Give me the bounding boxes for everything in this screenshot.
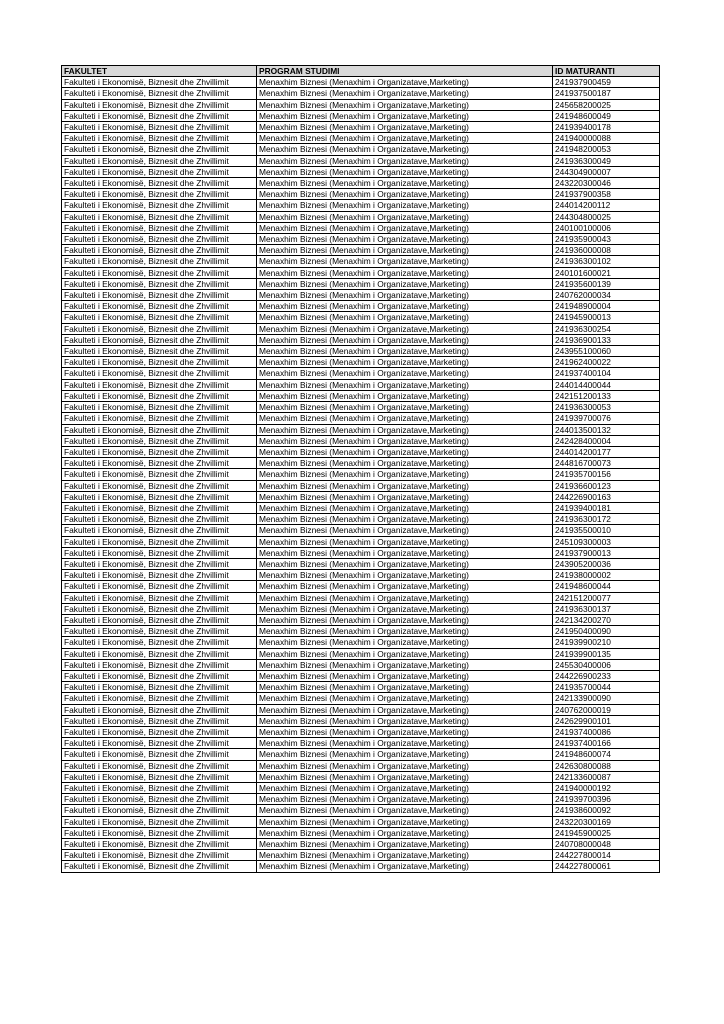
faculty-cell: Fakulteti i Ekonomisë, Biznesit dhe Zhvillimit — [62, 670, 257, 681]
program-cell: Menaxhim Biznesi (Menaxhim i Organizatave,Marketing) — [257, 245, 553, 256]
table-row — [62, 144, 660, 155]
faculty-cell: Fakulteti i Ekonomisë, Biznesit dhe Zhvillimit — [62, 659, 257, 670]
table-row — [62, 446, 660, 457]
student-id-cell: 244226900163 — [553, 491, 660, 502]
program-cell: Menaxhim Biznesi (Menaxhim i Organizatave,Marketing) — [257, 581, 553, 592]
student-id-cell: 241938600092 — [553, 805, 660, 816]
program-cell: Menaxhim Biznesi (Menaxhim i Organizatave,Marketing) — [257, 502, 553, 513]
student-id-cell: 241936300102 — [553, 256, 660, 267]
student-table — [61, 65, 660, 873]
table-row — [62, 133, 660, 144]
student-id-cell: 244304900007 — [553, 166, 660, 177]
table-row — [62, 480, 660, 491]
student-id-cell: 242151200133 — [553, 390, 660, 401]
faculty-cell: Fakulteti i Ekonomisë, Biznesit dhe Zhvillimit — [62, 379, 257, 390]
faculty-cell: Fakulteti i Ekonomisë, Biznesit dhe Zhvillimit — [62, 390, 257, 401]
faculty-cell: Fakulteti i Ekonomisë, Biznesit dhe Zhvillimit — [62, 771, 257, 782]
student-id-cell: 241936300053 — [553, 402, 660, 413]
program-cell: Menaxhim Biznesi (Menaxhim i Organizatave,Marketing) — [257, 334, 553, 345]
student-id-cell: 241948900004 — [553, 301, 660, 312]
student-id-cell: 241945900013 — [553, 312, 660, 323]
faculty-cell: Fakulteti i Ekonomisë, Biznesit dhe Zhvillimit — [62, 783, 257, 794]
table-row — [62, 704, 660, 715]
student-id-cell: 241939900210 — [553, 637, 660, 648]
student-id-cell: 244013500132 — [553, 424, 660, 435]
faculty-cell: Fakulteti i Ekonomisë, Biznesit dhe Zhvillimit — [62, 738, 257, 749]
table-row — [62, 178, 660, 189]
table-row — [62, 726, 660, 737]
student-id-cell: 245530400006 — [553, 659, 660, 670]
student-id-cell: 241939700396 — [553, 794, 660, 805]
table-row — [62, 413, 660, 424]
program-cell: Menaxhim Biznesi (Menaxhim i Organizatave,Marketing) — [257, 446, 553, 457]
faculty-cell: Fakulteti i Ekonomisë, Biznesit dhe Zhvillimit — [62, 256, 257, 267]
faculty-cell: Fakulteti i Ekonomisë, Biznesit dhe Zhvillimit — [62, 222, 257, 233]
faculty-cell: Fakulteti i Ekonomisë, Biznesit dhe Zhvillimit — [62, 368, 257, 379]
faculty-cell: Fakulteti i Ekonomisë, Biznesit dhe Zhvillimit — [62, 301, 257, 312]
student-id-cell: 242133600087 — [553, 771, 660, 782]
faculty-cell: Fakulteti i Ekonomisë, Biznesit dhe Zhvillimit — [62, 547, 257, 558]
program-cell: Menaxhim Biznesi (Menaxhim i Organizatave,Marketing) — [257, 682, 553, 693]
faculty-cell: Fakulteti i Ekonomisë, Biznesit dhe Zhvillimit — [62, 693, 257, 704]
program-cell: Menaxhim Biznesi (Menaxhim i Organizatave,Marketing) — [257, 256, 553, 267]
faculty-cell: Fakulteti i Ekonomisë, Biznesit dhe Zhvillimit — [62, 592, 257, 603]
student-id-cell: 241936300137 — [553, 603, 660, 614]
student-id-cell: 241939900135 — [553, 648, 660, 659]
table-row — [62, 435, 660, 446]
program-cell: Menaxhim Biznesi (Menaxhim i Organizatave,Marketing) — [257, 435, 553, 446]
header-program: PROGRAM STUDIMI — [257, 66, 553, 77]
faculty-cell: Fakulteti i Ekonomisë, Biznesit dhe Zhvillimit — [62, 603, 257, 614]
table-row — [62, 234, 660, 245]
faculty-cell: Fakulteti i Ekonomisë, Biznesit dhe Zhvillimit — [62, 267, 257, 278]
table-row — [62, 256, 660, 267]
program-cell: Menaxhim Biznesi (Menaxhim i Organizatave,Marketing) — [257, 850, 553, 861]
table-row — [62, 278, 660, 289]
student-id-cell: 245658200025 — [553, 99, 660, 110]
program-cell: Menaxhim Biznesi (Menaxhim i Organizatave,Marketing) — [257, 402, 553, 413]
table-row — [62, 536, 660, 547]
student-id-cell: 241962400022 — [553, 357, 660, 368]
program-cell: Menaxhim Biznesi (Menaxhim i Organizatave,Marketing) — [257, 570, 553, 581]
table-row — [62, 346, 660, 357]
student-id-cell: 242151200077 — [553, 592, 660, 603]
program-cell: Menaxhim Biznesi (Menaxhim i Organizatave,Marketing) — [257, 200, 553, 211]
student-id-cell: 241948200053 — [553, 144, 660, 155]
table-row — [62, 290, 660, 301]
program-cell: Menaxhim Biznesi (Menaxhim i Organizatave,Marketing) — [257, 738, 553, 749]
program-cell: Menaxhim Biznesi (Menaxhim i Organizatave,Marketing) — [257, 323, 553, 334]
table-row — [62, 626, 660, 637]
table-row — [62, 637, 660, 648]
student-id-cell: 242428400004 — [553, 435, 660, 446]
student-id-cell: 241938000002 — [553, 570, 660, 581]
program-cell: Menaxhim Biznesi (Menaxhim i Organizatave,Marketing) — [257, 480, 553, 491]
faculty-cell: Fakulteti i Ekonomisë, Biznesit dhe Zhvillimit — [62, 570, 257, 581]
program-cell: Menaxhim Biznesi (Menaxhim i Organizatave,Marketing) — [257, 771, 553, 782]
student-id-cell: 241937900358 — [553, 189, 660, 200]
program-cell: Menaxhim Biznesi (Menaxhim i Organizatave,Marketing) — [257, 469, 553, 480]
table-row — [62, 659, 660, 670]
table-row — [62, 827, 660, 838]
table-row — [62, 525, 660, 536]
program-cell: Menaxhim Biznesi (Menaxhim i Organizatave,Marketing) — [257, 670, 553, 681]
program-cell: Menaxhim Biznesi (Menaxhim i Organizatave,Marketing) — [257, 267, 553, 278]
table-row — [62, 99, 660, 110]
faculty-cell: Fakulteti i Ekonomisë, Biznesit dhe Zhvillimit — [62, 110, 257, 121]
header-row — [62, 66, 660, 77]
program-cell: Menaxhim Biznesi (Menaxhim i Organizatave,Marketing) — [257, 693, 553, 704]
student-id-cell: 241937500187 — [553, 88, 660, 99]
student-id-cell: 241935700044 — [553, 682, 660, 693]
faculty-cell: Fakulteti i Ekonomisë, Biznesit dhe Zhvillimit — [62, 805, 257, 816]
faculty-cell: Fakulteti i Ekonomisë, Biznesit dhe Zhvillimit — [62, 211, 257, 222]
student-id-cell: 240101600021 — [553, 267, 660, 278]
student-id-cell: 241939400181 — [553, 502, 660, 513]
faculty-cell: Fakulteti i Ekonomisë, Biznesit dhe Zhvillimit — [62, 346, 257, 357]
table-row — [62, 402, 660, 413]
table-row — [62, 816, 660, 827]
student-id-cell: 241935900043 — [553, 234, 660, 245]
program-cell: Menaxhim Biznesi (Menaxhim i Organizatave,Marketing) — [257, 77, 553, 88]
program-cell: Menaxhim Biznesi (Menaxhim i Organizatave,Marketing) — [257, 278, 553, 289]
table-row — [62, 839, 660, 850]
program-cell: Menaxhim Biznesi (Menaxhim i Organizatave,Marketing) — [257, 783, 553, 794]
faculty-cell: Fakulteti i Ekonomisë, Biznesit dhe Zhvillimit — [62, 144, 257, 155]
program-cell: Menaxhim Biznesi (Menaxhim i Organizatave,Marketing) — [257, 99, 553, 110]
faculty-cell: Fakulteti i Ekonomisë, Biznesit dhe Zhvillimit — [62, 334, 257, 345]
student-id-cell: 241936900133 — [553, 334, 660, 345]
program-cell: Menaxhim Biznesi (Menaxhim i Organizatave,Marketing) — [257, 122, 553, 133]
faculty-cell: Fakulteti i Ekonomisë, Biznesit dhe Zhvillimit — [62, 122, 257, 133]
program-cell: Menaxhim Biznesi (Menaxhim i Organizatave,Marketing) — [257, 614, 553, 625]
program-cell: Menaxhim Biznesi (Menaxhim i Organizatave,Marketing) — [257, 144, 553, 155]
student-id-cell: 241937400104 — [553, 368, 660, 379]
table-row — [62, 379, 660, 390]
table-row — [62, 760, 660, 771]
faculty-cell: Fakulteti i Ekonomisë, Biznesit dhe Zhvillimit — [62, 682, 257, 693]
program-cell: Menaxhim Biznesi (Menaxhim i Organizatave,Marketing) — [257, 413, 553, 424]
program-cell: Menaxhim Biznesi (Menaxhim i Organizatave,Marketing) — [257, 357, 553, 368]
table-row — [62, 312, 660, 323]
student-id-cell: 241940000088 — [553, 133, 660, 144]
student-id-cell: 241936000008 — [553, 245, 660, 256]
table-row — [62, 693, 660, 704]
program-cell: Menaxhim Biznesi (Menaxhim i Organizatave,Marketing) — [257, 424, 553, 435]
student-id-cell: 241937900013 — [553, 547, 660, 558]
program-cell: Menaxhim Biznesi (Menaxhim i Organizatave,Marketing) — [257, 390, 553, 401]
student-id-cell: 241937900459 — [553, 77, 660, 88]
program-cell: Menaxhim Biznesi (Menaxhim i Organizatave,Marketing) — [257, 458, 553, 469]
table-row — [62, 211, 660, 222]
table-row — [62, 749, 660, 760]
student-id-cell: 241937400086 — [553, 726, 660, 737]
student-id-cell: 240762000019 — [553, 704, 660, 715]
table-row — [62, 323, 660, 334]
faculty-cell: Fakulteti i Ekonomisë, Biznesit dhe Zhvillimit — [62, 424, 257, 435]
faculty-cell: Fakulteti i Ekonomisë, Biznesit dhe Zhvillimit — [62, 290, 257, 301]
faculty-cell: Fakulteti i Ekonomisë, Biznesit dhe Zhvillimit — [62, 536, 257, 547]
table-row — [62, 502, 660, 513]
table-body — [62, 77, 660, 872]
faculty-cell: Fakulteti i Ekonomisë, Biznesit dhe Zhvillimit — [62, 155, 257, 166]
student-id-cell: 244227800014 — [553, 850, 660, 861]
faculty-cell: Fakulteti i Ekonomisë, Biznesit dhe Zhvillimit — [62, 357, 257, 368]
table-row — [62, 547, 660, 558]
program-cell: Menaxhim Biznesi (Menaxhim i Organizatave,Marketing) — [257, 760, 553, 771]
table-row — [62, 334, 660, 345]
faculty-cell: Fakulteti i Ekonomisë, Biznesit dhe Zhvillimit — [62, 200, 257, 211]
program-cell: Menaxhim Biznesi (Menaxhim i Organizatave,Marketing) — [257, 637, 553, 648]
program-cell: Menaxhim Biznesi (Menaxhim i Organizatave,Marketing) — [257, 379, 553, 390]
faculty-cell: Fakulteti i Ekonomisë, Biznesit dhe Zhvillimit — [62, 323, 257, 334]
faculty-cell: Fakulteti i Ekonomisë, Biznesit dhe Zhvillimit — [62, 626, 257, 637]
student-id-cell: 241948600074 — [553, 749, 660, 760]
table-row — [62, 200, 660, 211]
program-cell: Menaxhim Biznesi (Menaxhim i Organizatave,Marketing) — [257, 547, 553, 558]
faculty-cell: Fakulteti i Ekonomisë, Biznesit dhe Zhvillimit — [62, 637, 257, 648]
table-row — [62, 469, 660, 480]
program-cell: Menaxhim Biznesi (Menaxhim i Organizatave,Marketing) — [257, 234, 553, 245]
faculty-cell: Fakulteti i Ekonomisë, Biznesit dhe Zhvillimit — [62, 245, 257, 256]
student-id-cell: 244304800025 — [553, 211, 660, 222]
student-id-cell: 241936600123 — [553, 480, 660, 491]
faculty-cell: Fakulteti i Ekonomisë, Biznesit dhe Zhvillimit — [62, 704, 257, 715]
program-cell: Menaxhim Biznesi (Menaxhim i Organizatave,Marketing) — [257, 110, 553, 121]
faculty-cell: Fakulteti i Ekonomisë, Biznesit dhe Zhvillimit — [62, 794, 257, 805]
faculty-cell: Fakulteti i Ekonomisë, Biznesit dhe Zhvillimit — [62, 839, 257, 850]
faculty-cell: Fakulteti i Ekonomisë, Biznesit dhe Zhvillimit — [62, 850, 257, 861]
faculty-cell: Fakulteti i Ekonomisë, Biznesit dhe Zhvillimit — [62, 827, 257, 838]
faculty-cell: Fakulteti i Ekonomisë, Biznesit dhe Zhvillimit — [62, 514, 257, 525]
program-cell: Menaxhim Biznesi (Menaxhim i Organizatave,Marketing) — [257, 626, 553, 637]
table-row — [62, 648, 660, 659]
student-id-cell: 240708000048 — [553, 839, 660, 850]
faculty-cell: Fakulteti i Ekonomisë, Biznesit dhe Zhvillimit — [62, 614, 257, 625]
student-id-cell: 240762000034 — [553, 290, 660, 301]
faculty-cell: Fakulteti i Ekonomisë, Biznesit dhe Zhvillimit — [62, 726, 257, 737]
program-cell: Menaxhim Biznesi (Menaxhim i Organizatave,Marketing) — [257, 312, 553, 323]
student-id-cell: 241936300254 — [553, 323, 660, 334]
faculty-cell: Fakulteti i Ekonomisë, Biznesit dhe Zhvillimit — [62, 469, 257, 480]
faculty-cell: Fakulteti i Ekonomisë, Biznesit dhe Zhvillimit — [62, 166, 257, 177]
table-row — [62, 122, 660, 133]
program-cell: Menaxhim Biznesi (Menaxhim i Organizatave,Marketing) — [257, 189, 553, 200]
program-cell: Menaxhim Biznesi (Menaxhim i Organizatave,Marketing) — [257, 491, 553, 502]
student-id-cell: 243220300169 — [553, 816, 660, 827]
program-cell: Menaxhim Biznesi (Menaxhim i Organizatave,Marketing) — [257, 88, 553, 99]
table-row — [62, 783, 660, 794]
program-cell: Menaxhim Biznesi (Menaxhim i Organizatave,Marketing) — [257, 603, 553, 614]
faculty-cell: Fakulteti i Ekonomisë, Biznesit dhe Zhvillimit — [62, 189, 257, 200]
student-id-cell: 242630800088 — [553, 760, 660, 771]
faculty-cell: Fakulteti i Ekonomisë, Biznesit dhe Zhvillimit — [62, 413, 257, 424]
program-cell: Menaxhim Biznesi (Menaxhim i Organizatave,Marketing) — [257, 166, 553, 177]
program-cell: Menaxhim Biznesi (Menaxhim i Organizatave,Marketing) — [257, 726, 553, 737]
student-id-cell: 241940000192 — [553, 783, 660, 794]
table-row — [62, 592, 660, 603]
student-id-cell: 243905200036 — [553, 558, 660, 569]
student-id-cell: 241939700076 — [553, 413, 660, 424]
table-row — [62, 458, 660, 469]
program-cell: Menaxhim Biznesi (Menaxhim i Organizatave,Marketing) — [257, 749, 553, 760]
faculty-cell: Fakulteti i Ekonomisë, Biznesit dhe Zhvillimit — [62, 749, 257, 760]
faculty-cell: Fakulteti i Ekonomisë, Biznesit dhe Zhvillimit — [62, 133, 257, 144]
student-id-cell: 241935500010 — [553, 525, 660, 536]
program-cell: Menaxhim Biznesi (Menaxhim i Organizatave,Marketing) — [257, 346, 553, 357]
program-cell: Menaxhim Biznesi (Menaxhim i Organizatave,Marketing) — [257, 648, 553, 659]
table-row — [62, 738, 660, 749]
program-cell: Menaxhim Biznesi (Menaxhim i Organizatave,Marketing) — [257, 827, 553, 838]
program-cell: Menaxhim Biznesi (Menaxhim i Organizatave,Marketing) — [257, 222, 553, 233]
student-id-cell: 241936300172 — [553, 514, 660, 525]
program-cell: Menaxhim Biznesi (Menaxhim i Organizatave,Marketing) — [257, 155, 553, 166]
program-cell: Menaxhim Biznesi (Menaxhim i Organizatave,Marketing) — [257, 816, 553, 827]
table-row — [62, 771, 660, 782]
program-cell: Menaxhim Biznesi (Menaxhim i Organizatave,Marketing) — [257, 301, 553, 312]
faculty-cell: Fakulteti i Ekonomisë, Biznesit dhe Zhvillimit — [62, 558, 257, 569]
student-id-cell: 244816700073 — [553, 458, 660, 469]
faculty-cell: Fakulteti i Ekonomisë, Biznesit dhe Zhvillimit — [62, 525, 257, 536]
program-cell: Menaxhim Biznesi (Menaxhim i Organizatave,Marketing) — [257, 839, 553, 850]
table-row — [62, 110, 660, 121]
table-row — [62, 558, 660, 569]
table-row — [62, 424, 660, 435]
table-row — [62, 861, 660, 872]
spreadsheet-page — [61, 65, 660, 873]
student-id-cell: 241950400090 — [553, 626, 660, 637]
faculty-cell: Fakulteti i Ekonomisë, Biznesit dhe Zhvillimit — [62, 402, 257, 413]
program-cell: Menaxhim Biznesi (Menaxhim i Organizatave,Marketing) — [257, 290, 553, 301]
student-id-cell: 245109300003 — [553, 536, 660, 547]
faculty-cell: Fakulteti i Ekonomisë, Biznesit dhe Zhvillimit — [62, 861, 257, 872]
faculty-cell: Fakulteti i Ekonomisë, Biznesit dhe Zhvillimit — [62, 816, 257, 827]
table-row — [62, 245, 660, 256]
faculty-cell: Fakulteti i Ekonomisë, Biznesit dhe Zhvillimit — [62, 648, 257, 659]
student-id-cell: 244014400044 — [553, 379, 660, 390]
faculty-cell: Fakulteti i Ekonomisë, Biznesit dhe Zhvillimit — [62, 178, 257, 189]
faculty-cell: Fakulteti i Ekonomisë, Biznesit dhe Zhvillimit — [62, 446, 257, 457]
header-student-id: ID MATURANTI — [553, 66, 660, 77]
student-id-cell: 241948600044 — [553, 581, 660, 592]
student-id-cell: 244226900233 — [553, 670, 660, 681]
header-faculty: FAKULTET — [62, 66, 257, 77]
faculty-cell: Fakulteti i Ekonomisë, Biznesit dhe Zhvillimit — [62, 715, 257, 726]
program-cell: Menaxhim Biznesi (Menaxhim i Organizatave,Marketing) — [257, 211, 553, 222]
program-cell: Menaxhim Biznesi (Menaxhim i Organizatave,Marketing) — [257, 805, 553, 816]
table-row — [62, 166, 660, 177]
table-row — [62, 850, 660, 861]
program-cell: Menaxhim Biznesi (Menaxhim i Organizatave,Marketing) — [257, 514, 553, 525]
program-cell: Menaxhim Biznesi (Menaxhim i Organizatave,Marketing) — [257, 133, 553, 144]
student-id-cell: 242629900101 — [553, 715, 660, 726]
student-id-cell: 242133900090 — [553, 693, 660, 704]
program-cell: Menaxhim Biznesi (Menaxhim i Organizatave,Marketing) — [257, 558, 553, 569]
table-row — [62, 368, 660, 379]
student-id-cell: 241945900025 — [553, 827, 660, 838]
table-row — [62, 581, 660, 592]
faculty-cell: Fakulteti i Ekonomisë, Biznesit dhe Zhvillimit — [62, 77, 257, 88]
program-cell: Menaxhim Biznesi (Menaxhim i Organizatave,Marketing) — [257, 704, 553, 715]
faculty-cell: Fakulteti i Ekonomisë, Biznesit dhe Zhvillimit — [62, 99, 257, 110]
program-cell: Menaxhim Biznesi (Menaxhim i Organizatave,Marketing) — [257, 861, 553, 872]
student-id-cell: 241948600049 — [553, 110, 660, 121]
table-row — [62, 670, 660, 681]
student-id-cell: 242134200270 — [553, 614, 660, 625]
faculty-cell: Fakulteti i Ekonomisë, Biznesit dhe Zhvillimit — [62, 435, 257, 446]
student-id-cell: 241939400178 — [553, 122, 660, 133]
table-row — [62, 682, 660, 693]
table-row — [62, 88, 660, 99]
program-cell: Menaxhim Biznesi (Menaxhim i Organizatave,Marketing) — [257, 368, 553, 379]
table-row — [62, 603, 660, 614]
student-id-cell: 240100100006 — [553, 222, 660, 233]
student-id-cell: 241935600139 — [553, 278, 660, 289]
student-id-cell: 244014200112 — [553, 200, 660, 211]
program-cell: Menaxhim Biznesi (Menaxhim i Organizatave,Marketing) — [257, 525, 553, 536]
program-cell: Menaxhim Biznesi (Menaxhim i Organizatave,Marketing) — [257, 536, 553, 547]
faculty-cell: Fakulteti i Ekonomisë, Biznesit dhe Zhvillimit — [62, 760, 257, 771]
faculty-cell: Fakulteti i Ekonomisë, Biznesit dhe Zhvillimit — [62, 312, 257, 323]
table-row — [62, 614, 660, 625]
student-id-cell: 241936300049 — [553, 155, 660, 166]
faculty-cell: Fakulteti i Ekonomisë, Biznesit dhe Zhvillimit — [62, 234, 257, 245]
program-cell: Menaxhim Biznesi (Menaxhim i Organizatave,Marketing) — [257, 715, 553, 726]
student-id-cell: 241937400166 — [553, 738, 660, 749]
program-cell: Menaxhim Biznesi (Menaxhim i Organizatave,Marketing) — [257, 794, 553, 805]
program-cell: Menaxhim Biznesi (Menaxhim i Organizatave,Marketing) — [257, 659, 553, 670]
table-row — [62, 77, 660, 88]
student-id-cell: 241935700156 — [553, 469, 660, 480]
faculty-cell: Fakulteti i Ekonomisë, Biznesit dhe Zhvillimit — [62, 581, 257, 592]
faculty-cell: Fakulteti i Ekonomisë, Biznesit dhe Zhvillimit — [62, 491, 257, 502]
table-row — [62, 222, 660, 233]
table-row — [62, 357, 660, 368]
faculty-cell: Fakulteti i Ekonomisë, Biznesit dhe Zhvillimit — [62, 278, 257, 289]
faculty-cell: Fakulteti i Ekonomisë, Biznesit dhe Zhvillimit — [62, 502, 257, 513]
table-row — [62, 301, 660, 312]
faculty-cell: Fakulteti i Ekonomisë, Biznesit dhe Zhvillimit — [62, 88, 257, 99]
table-row — [62, 189, 660, 200]
student-id-cell: 243220300046 — [553, 178, 660, 189]
student-id-cell: 244227800061 — [553, 861, 660, 872]
table-row — [62, 715, 660, 726]
table-row — [62, 155, 660, 166]
faculty-cell: Fakulteti i Ekonomisë, Biznesit dhe Zhvillimit — [62, 480, 257, 491]
student-id-cell: 243955100060 — [553, 346, 660, 357]
table-row — [62, 390, 660, 401]
program-cell: Menaxhim Biznesi (Menaxhim i Organizatave,Marketing) — [257, 178, 553, 189]
table-row — [62, 491, 660, 502]
table-row — [62, 514, 660, 525]
program-cell: Menaxhim Biznesi (Menaxhim i Organizatave,Marketing) — [257, 592, 553, 603]
student-id-cell: 244014200177 — [553, 446, 660, 457]
table-row — [62, 267, 660, 278]
table-row — [62, 570, 660, 581]
table-row — [62, 805, 660, 816]
faculty-cell: Fakulteti i Ekonomisë, Biznesit dhe Zhvillimit — [62, 458, 257, 469]
table-row — [62, 794, 660, 805]
